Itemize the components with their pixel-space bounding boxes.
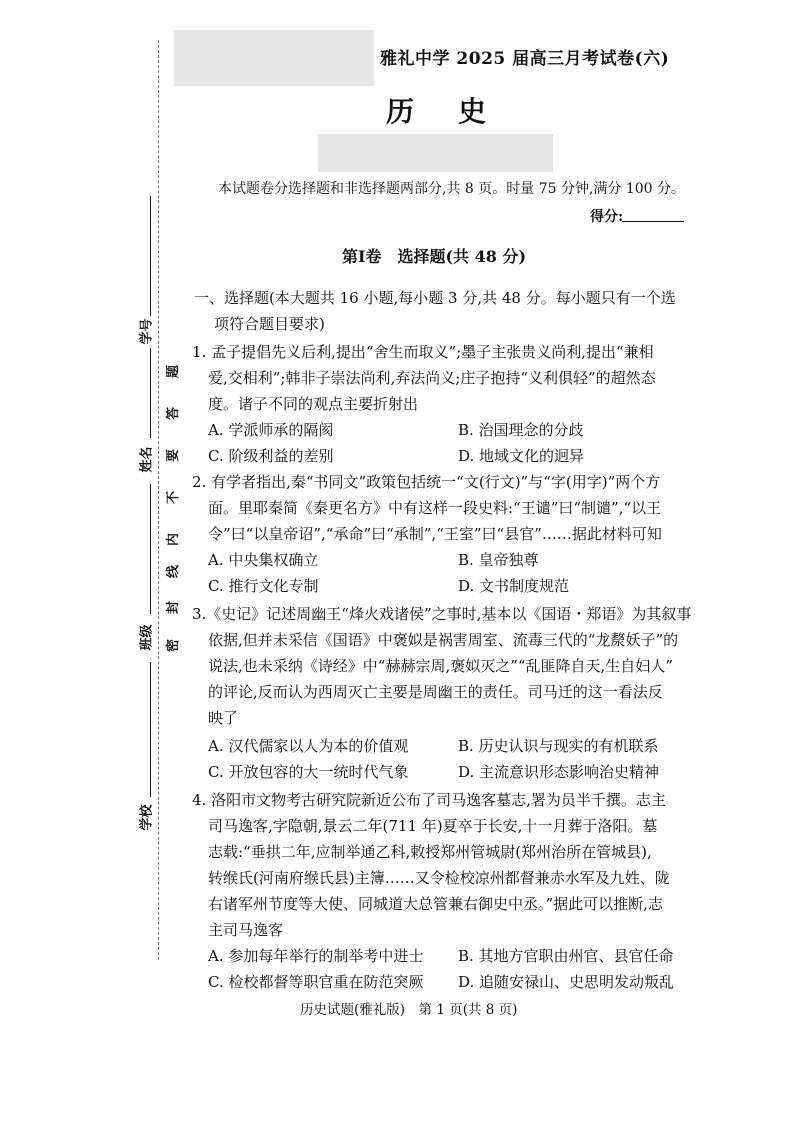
exam-instructions: 本试题卷分选择题和非选择题两部分,共 8 页。时量 75 分钟,满分 100 分。: [218, 181, 686, 197]
margin-blank-school: [150, 662, 151, 797]
question-4-text: 志载:“垂拱二年,应制举通乙科,敕授郑州管城尉(郑州治所在管城县),: [208, 843, 652, 861]
seal-char: 答: [166, 406, 182, 421]
question-1-text: 爱,交相利”;韩非子崇法尚利,弃法尚义;庄子抱持“义利俱轻”的超然态: [208, 369, 656, 387]
seal-char: 线: [166, 564, 182, 579]
question-3-text: 的评论,反而认为西周灭亡主要是周幽王的责任。司马迁的这一看法反: [208, 683, 663, 701]
question-1-option-a: A. 学派师承的隔阂: [208, 421, 334, 439]
redacted-box-middle: [318, 134, 553, 172]
margin-blank-student-id: [150, 196, 151, 316]
question-1-option-b: B. 治国理念的分歧: [458, 421, 584, 439]
question-4-text: 司马逸客,字隐朝,景云二年(711 年)夏卒于长安,十一月葬于洛阳。墓: [208, 817, 658, 835]
seal-char: 不: [166, 490, 182, 505]
question-3-text: 说法,也未采纳《诗经》中“赫赫宗周,褒姒灭之”“乱匪降自天,生自妇人”: [208, 657, 673, 675]
binding-dashed-line: [158, 40, 159, 960]
question-4-text: 转缑氏(河南府缑氏县)主簿……又令检校凉州都督兼赤水军及九姓、陇: [208, 869, 670, 887]
page-footer: 历史试题(雅礼版) 第 1 页(共 8 页): [300, 1002, 518, 1018]
section-intro: 一、选择题(本大题共 16 小题,每小题 3 分,共 48 分。每小题只有一个选: [194, 289, 676, 307]
question-2-option-d: D. 文书制度规范: [458, 577, 570, 595]
question-3-text: 映了: [208, 709, 239, 727]
question-4-text: 主司马逸客: [208, 921, 284, 939]
question-4-text: 右诸军州节度等大使、同城道大总管兼右御史中丞。”据此可以推断,志: [208, 895, 663, 913]
score-blank: [622, 221, 684, 222]
redacted-box-top: [174, 30, 374, 86]
question-4-option-b: B. 其地方官职由州官、县官任命: [458, 947, 674, 965]
question-2-text: 2. 有学者指出,秦“书同文”政策包括统一“文(行文)”与“字(用字)”两个方: [192, 473, 661, 491]
question-4-option-a: A. 参加每年举行的制举考中进士: [208, 947, 424, 965]
question-3-option-b: B. 历史认识与现实的有机联系: [458, 737, 659, 755]
question-1-text: 1. 孟子提倡先义后利,提出“舍生而取义”;墨子主张贵义尚利,提出“兼相: [192, 343, 654, 361]
question-3-option-a: A. 汉代儒家以人为本的价值观: [208, 737, 409, 755]
margin-label-class: 班级: [139, 624, 155, 651]
question-1-text: 度。诸子不同的观点主要折射出: [208, 395, 419, 413]
margin-blank-class: [150, 484, 151, 614]
question-1-option-d: D. 地域文化的迥异: [458, 447, 585, 465]
question-1-option-c: C. 阶级利益的差别: [208, 447, 334, 465]
seal-char: 要: [166, 448, 182, 463]
subject-title: 历史: [386, 95, 531, 128]
question-2-option-b: B. 皇帝独尊: [458, 551, 539, 569]
question-4-text: 4. 洛阳市文物考古研究院新近公布了司马逸客墓志,署为员半千撰。志主: [192, 791, 666, 809]
score-label: 得分:: [590, 209, 624, 225]
margin-label-name: 姓名: [139, 446, 155, 473]
question-2-option-a: A. 中央集权确立: [208, 551, 319, 569]
margin-blank-name: [150, 348, 151, 438]
question-3-text: 3.《史记》记述周幽王“烽火戏诸侯”之事时,基本以《国语・郑语》为其叙事: [192, 605, 692, 623]
question-4-option-d: D. 追随安禄山、史思明发动叛乱: [458, 973, 675, 991]
seal-char: 封: [166, 600, 182, 615]
question-3-text: 依据,但并未采信《国语》中褒姒是祸害周室、流毒三代的“龙漦妖子”的: [208, 631, 679, 649]
question-2-option-c: C. 推行文化专制: [208, 577, 319, 595]
question-2-text: 令”曰“以皇帝诏”,“承命”曰“承制”,“王室”曰“县官”……据此材料可知: [208, 525, 662, 543]
exam-title: 雅礼中学 2025 届高三月考试卷(六): [380, 49, 670, 69]
seal-char: 内: [166, 532, 182, 547]
question-3-option-d: D. 主流意识形态影响治史精神: [458, 763, 660, 781]
margin-label-student-id: 学号: [139, 318, 155, 345]
seal-char: 题: [166, 364, 182, 379]
question-4-option-c: C. 检校都督等职官重在防范突厥: [208, 973, 424, 991]
section-title: 第Ⅰ卷 选择题(共 48 分): [342, 247, 527, 266]
seal-char: 密: [166, 638, 182, 653]
margin-label-school: 学校: [139, 804, 155, 831]
section-intro: 项符合题目要求): [214, 315, 325, 333]
question-3-option-c: C. 开放包容的大一统时代气象: [208, 763, 409, 781]
question-2-text: 面。里耶秦简《秦更名方》中有这样一段史料:“王谴”曰“制谴”,“以王: [208, 499, 662, 517]
